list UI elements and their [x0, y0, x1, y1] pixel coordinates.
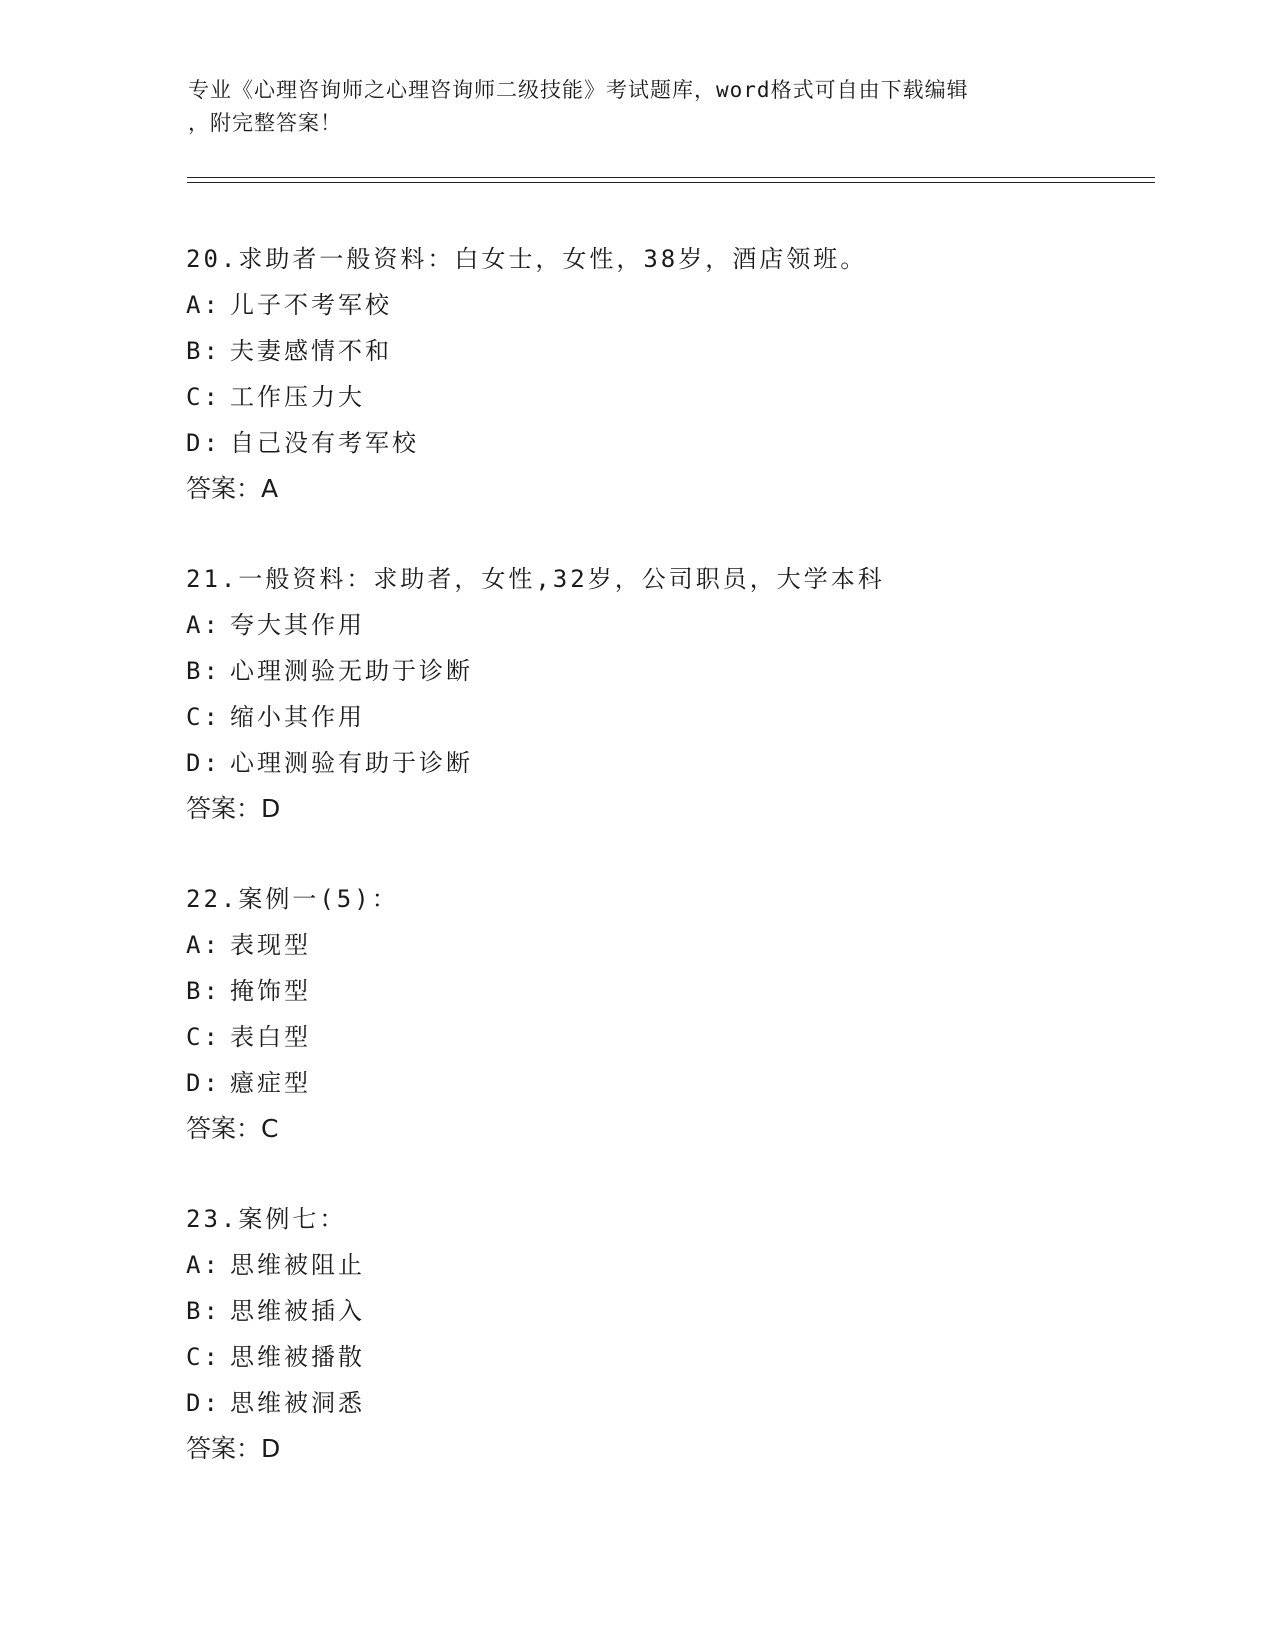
option-letter: C: [186, 1343, 221, 1371]
option-letter: B: [186, 657, 221, 685]
option-letter: C: [186, 383, 221, 411]
header-divider-bottom [187, 182, 1155, 183]
question-number: 21. [186, 565, 239, 593]
option-text: 思维被阻止 [230, 1251, 365, 1279]
question-number: 20. [186, 245, 239, 273]
option-letter: A: [186, 1251, 221, 1279]
question-22 [186, 876, 1186, 1152]
option-letter: B: [186, 977, 221, 1005]
header-line-2: ，附完整答案！ [188, 111, 342, 135]
option-text: 思维被洞悉 [230, 1389, 365, 1417]
option-text: 思维被插入 [230, 1297, 365, 1325]
option-letter: D: [186, 749, 221, 777]
option-a [186, 1242, 1186, 1288]
question-text: 案例七： [238, 1205, 347, 1233]
option-letter: B: [186, 1297, 221, 1325]
option-text: 工作压力大 [230, 383, 365, 411]
option-d [186, 420, 1186, 466]
option-c [186, 1334, 1186, 1380]
option-d [186, 1380, 1186, 1426]
question-21 [186, 556, 1186, 832]
answer-line: 答案：C [186, 1114, 279, 1143]
option-letter: D: [186, 1069, 221, 1097]
option-text: 癔症型 [230, 1069, 311, 1097]
option-d [186, 740, 1186, 786]
option-text: 表白型 [230, 1023, 311, 1051]
option-text: 自己没有考军校 [230, 429, 419, 457]
header-divider-top [187, 177, 1155, 178]
option-b [186, 328, 1186, 374]
question-title [186, 556, 1186, 602]
option-text: 思维被播散 [230, 1343, 365, 1371]
document-header [188, 74, 1088, 140]
option-a [186, 602, 1186, 648]
question-23 [186, 1196, 1186, 1472]
option-text: 表现型 [230, 931, 311, 959]
question-list [186, 236, 1186, 1516]
option-d [186, 1060, 1186, 1106]
answer-line: 答案：D [186, 1434, 281, 1463]
option-c [186, 374, 1186, 420]
question-number: 22. [186, 885, 239, 913]
option-letter: D: [186, 1389, 221, 1417]
option-text: 缩小其作用 [230, 703, 365, 731]
question-title [186, 876, 1186, 922]
option-c [186, 1014, 1186, 1060]
option-a [186, 282, 1186, 328]
question-text: 一般资料：求助者，女性,32岁，公司职员，大学本科 [238, 565, 885, 593]
option-text: 夸大其作用 [230, 611, 365, 639]
option-letter: C: [186, 1023, 221, 1051]
question-title [186, 236, 1186, 282]
question-text: 求助者一般资料：白女士，女性，38岁，酒店领班。 [238, 245, 868, 273]
option-letter: A: [186, 931, 221, 959]
header-line-1: 专业《心理咨询师之心理咨询师二级技能》考试题库，word格式可自由下载编辑 [188, 78, 969, 102]
answer-line: 答案：D [186, 794, 281, 823]
option-letter: C: [186, 703, 221, 731]
option-letter: A: [186, 291, 221, 319]
answer-line: 答案：A [186, 474, 279, 503]
option-text: 心理测验有助于诊断 [230, 749, 473, 777]
option-b [186, 648, 1186, 694]
question-number: 23. [186, 1205, 239, 1233]
option-letter: B: [186, 337, 221, 365]
option-a [186, 922, 1186, 968]
question-20 [186, 236, 1186, 512]
option-letter: A: [186, 611, 221, 639]
option-text: 掩饰型 [230, 977, 311, 1005]
question-text: 案例一(5)： [238, 885, 399, 913]
option-letter: D: [186, 429, 221, 457]
question-title [186, 1196, 1186, 1242]
option-text: 心理测验无助于诊断 [230, 657, 473, 685]
option-b [186, 1288, 1186, 1334]
option-b [186, 968, 1186, 1014]
option-text: 夫妻感情不和 [230, 337, 392, 365]
option-text: 儿子不考军校 [230, 291, 392, 319]
option-c [186, 694, 1186, 740]
